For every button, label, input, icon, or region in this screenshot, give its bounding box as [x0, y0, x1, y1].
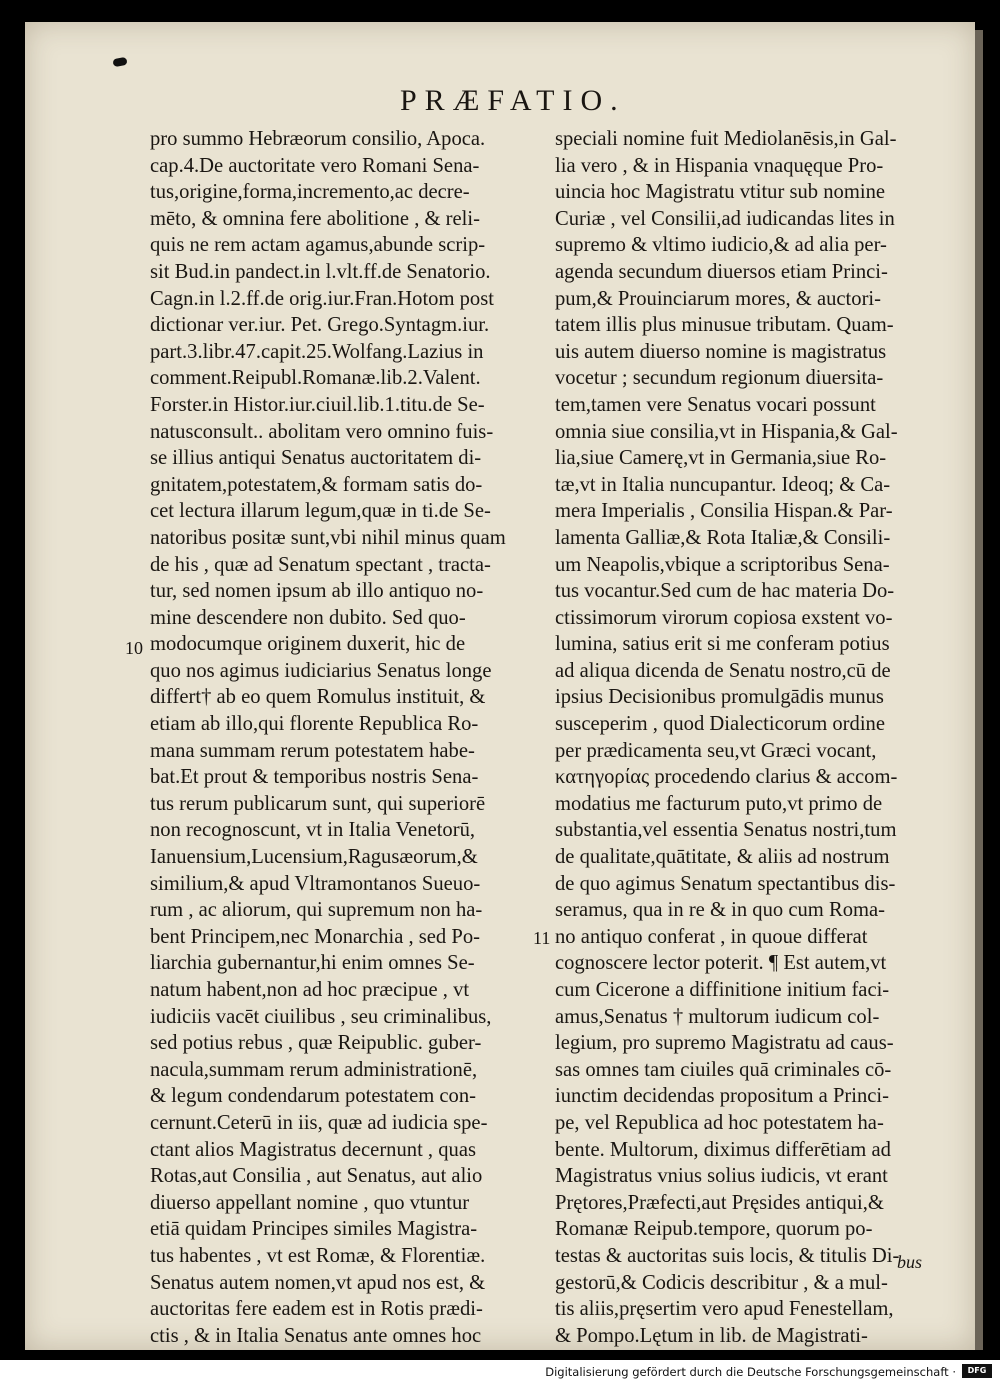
- text-line: per prædicamenta seu,vt Græci vocant,: [555, 739, 877, 762]
- text-line: tæ,vt in Italia nuncupantur. Ideoq; & Ca-: [555, 473, 891, 496]
- text-line: pro summo Hebræorum consilio, Apoca.: [150, 128, 486, 150]
- text-line: mera Imperialis , Consilia Hispan.& Par-: [555, 500, 893, 523]
- text-line: iunctim decidendas propositum a Princi-: [555, 1085, 890, 1108]
- text-line: natum habent,non ad hoc præcipue , vt: [150, 979, 470, 1001]
- text-line: cognoscere lector poterit. ¶ Est autem,vt: [555, 952, 887, 975]
- text-line: tur, sed nomen ipsum ab illo antiquo no-: [150, 580, 484, 603]
- text-line: de quo agimus Senatum spectantibus dis-: [555, 872, 896, 895]
- text-line: cernunt.Ceterū in iis, quæ ad iudicia spe-: [150, 1111, 488, 1134]
- text-line: lia vero , & in Hispania vnaquęque Pro-: [555, 154, 884, 177]
- text-line: susceperim , quod Dialecticorum ordine: [555, 713, 885, 736]
- text-line: supremo & vltimo iudicio,& ad alia per-: [555, 234, 887, 257]
- text-line: Prętores,Præfecti,aut Pręsides antiqui,&: [555, 1191, 884, 1214]
- text-line: cet lectura illarum legum,quæ in ti.de Se-: [150, 500, 491, 523]
- text-line: tus rerum publicarum sunt, qui superiorē: [150, 792, 486, 815]
- text-line: Magistratus vnius solius iudicis, vt erant: [555, 1165, 888, 1188]
- text-line: ctant alios Magistratus decernunt , quas: [150, 1138, 476, 1161]
- text-line: liarchia gubernantur,hi enim omnes Se-: [150, 952, 475, 975]
- text-line: vocetur ; secundum regionum diuersita-: [555, 367, 884, 390]
- text-line: mine descendere non dubito. Sed quo-: [150, 606, 466, 629]
- text-line: de qualitate,quātitate, & aliis ad nostrum: [555, 846, 890, 869]
- text-line: ad aliqua dicenda de Senatu nostro,cū de: [555, 659, 891, 682]
- ink-blot: [112, 57, 127, 67]
- text-line: sed potius rebus , quæ Reipublic. guber-: [150, 1032, 482, 1055]
- text-line: speciali nomine fuit Mediolanēsis,in Gal-: [555, 128, 897, 150]
- text-line: agenda secundum diuersos etiam Princi-: [555, 260, 888, 283]
- text-line: diuerso appellant nomine , quo vtuntur: [150, 1191, 470, 1214]
- catchword: bus: [897, 1252, 923, 1272]
- text-line: no antiquo conferat , in quoue differat: [555, 925, 868, 948]
- text-line: κατηγορίας procedendo clarius & accom-: [555, 766, 898, 789]
- text-line: Forster.in Histor.iur.ciuil.lib.1.titu.de Se-: [150, 393, 485, 416]
- text-line: ctis , & in Italia Senatus ante omnes hoc: [150, 1324, 482, 1347]
- text-line: de his , quæ ad Senatum spectant , tracta-: [150, 553, 491, 576]
- text-line: ctissimorum virorum copiosa exstent vo-: [555, 606, 893, 629]
- text-line: etiā quidam Principes similes Magistra-: [150, 1218, 478, 1241]
- text-line: modocumque originem duxerit, hic de: [150, 633, 466, 656]
- text-line: natusconsult.. abolitam vero omnino fuis-: [150, 420, 494, 443]
- right-text-column: [555, 126, 931, 1349]
- text-line: & legum condendarum potestatem con-: [150, 1085, 476, 1108]
- left-text-column: [150, 126, 526, 1349]
- text-line: dictionar ver.iur. Pet. Grego.Syntagm.iur.: [150, 314, 490, 337]
- text-line: pe, vel Republica ad hoc potestatem ha-: [555, 1111, 884, 1134]
- text-line: Senatus autem nomen,vt apud nos est, &: [150, 1271, 486, 1294]
- running-head: PRÆFATIO.: [400, 84, 626, 117]
- text-line: gnitatem,potestatem,& formam satis do-: [150, 473, 483, 496]
- text-line: cum Cicerone a diffinitione initium faci-: [555, 979, 890, 1001]
- text-line: Romanæ Reipub.tempore, quorum po-: [555, 1218, 873, 1241]
- text-line: omnia siue consilia,vt in Hispania,& Gal-: [555, 420, 898, 443]
- text-line: testas & auctoritas suis locis, & titulis Di-: [555, 1244, 900, 1267]
- text-line: natoribus positæ sunt,vbi nihil minus quam: [150, 526, 506, 549]
- text-line: bente. Multorum, diximus differētiam ad: [555, 1138, 891, 1161]
- text-line: pum,& Prouinciarum mores, & auctori-: [555, 287, 882, 310]
- text-line: lia,siue Camerę,vt in Germania,siue Ro-: [555, 447, 887, 470]
- text-line: se illius antiqui Senatus auctoritatem di-: [150, 447, 482, 470]
- text-line: nacula,summam rerum administrationē,: [150, 1058, 478, 1081]
- marginal-number-10: 10: [125, 638, 143, 658]
- text-line: differt† ab eo quem Romulus instituit, &: [150, 686, 486, 709]
- text-line: tatem illis plus minusue tributam. Quam-: [555, 314, 894, 337]
- text-line: ipsius Decisionibus promulgādis munus: [555, 686, 884, 709]
- text-line: Ianuensium,Lucensium,Ragusæorum,&: [150, 846, 478, 869]
- dfg-logo: DFG: [962, 1364, 992, 1378]
- text-line: lamenta Galliæ,& Rota Italiæ,& Consili-: [555, 526, 891, 549]
- text-line: etiam ab illo,qui florente Republica Ro-: [150, 713, 479, 736]
- text-line: quo nos agimus iudiciarius Senatus longe: [150, 659, 492, 682]
- marginal-number-11: 11: [533, 928, 551, 948]
- text-line: & Pompo.Lętum in lib. de Magistrati-: [555, 1324, 868, 1347]
- text-line: Curiæ , vel Consilii,ad iudicandas lites in: [555, 207, 895, 230]
- text-line: substantia,vel essentia Senatus nostri,tum: [555, 819, 897, 842]
- text-line: seramus, qua in re & in quo cum Roma-: [555, 899, 886, 922]
- text-line: auctoritas fere eadem est in Rotis prædi-: [150, 1298, 483, 1321]
- text-line: rum , ac aliorum, qui supremum non ha-: [150, 899, 483, 922]
- text-line: Rotas,aut Consilia , aut Senatus, aut alio: [150, 1165, 483, 1188]
- footer-bar: [0, 1360, 1000, 1385]
- text-line: tus vocantur.Sed cum de hac materia Do-: [555, 580, 895, 603]
- text-line: comment.Reipubl.Romanæ.lib.2.Valent.: [150, 367, 481, 390]
- text-line: gestorū,& Codicis describitur , & a mul-: [555, 1271, 888, 1294]
- text-line: uis autem diuerso nomine is magistratus: [555, 340, 887, 363]
- text-line: non recognoscunt, vt in Italia Venetorū,: [150, 819, 476, 842]
- text-line: uincia hoc Magistratu vtitur sub nomine: [555, 181, 886, 204]
- text-line: amus,Senatus † multorum iudicum col-: [555, 1005, 880, 1028]
- text-line: lumina, satius erit si me conferam potius: [555, 633, 890, 656]
- text-line: part.3.libr.47.capit.25.Wolfang.Lazius in: [150, 340, 484, 363]
- text-line: similium,& apud Vltramontanos Sueuo-: [150, 872, 481, 895]
- footer-credit: Digitalisierung gefördert durch die Deutsche Forschungsgemeinschaft ·: [545, 1365, 956, 1379]
- text-line: bent Principem,nec Monarchia , sed Po-: [150, 925, 480, 948]
- text-line: bat.Et prout & temporibus nostris Sena-: [150, 766, 479, 789]
- text-line: sit Bud.in pandect.in l.vlt.ff.de Senatorio.: [150, 260, 491, 283]
- page-edge: [975, 30, 983, 1350]
- text-line: legium, pro supremo Magistratu ad caus-: [555, 1032, 894, 1055]
- text-line: tem,tamen vere Senatus vocari possunt: [555, 393, 876, 416]
- text-line: iudiciis vacēt ciuilibus , seu criminalibus,: [150, 1005, 492, 1028]
- text-line: mēto, & omnina fere abolitione , & reli-: [150, 207, 480, 230]
- text-line: cap.4.De auctoritate vero Romani Sena-: [150, 154, 480, 177]
- text-line: sas omnes tam ciuiles quā criminales cō-: [555, 1058, 892, 1081]
- text-line: um Neapolis,vbique a scriptoribus Sena-: [555, 553, 890, 576]
- text-line: tis aliis,pręsertim vero apud Fenestellam,: [555, 1298, 894, 1321]
- text-line: mana summam rerum potestatem habe-: [150, 739, 475, 762]
- text-line: modatius me facturum puto,vt primo de: [555, 792, 883, 815]
- text-line: tus,origine,forma,incremento,ac decre-: [150, 181, 470, 204]
- text-line: Cagn.in l.2.ff.de orig.iur.Fran.Hotom post: [150, 287, 494, 310]
- text-line: quis ne rem actam agamus,abunde scrip-: [150, 234, 486, 257]
- text-line: tus habentes , vt est Romæ, & Florentiæ.: [150, 1244, 486, 1267]
